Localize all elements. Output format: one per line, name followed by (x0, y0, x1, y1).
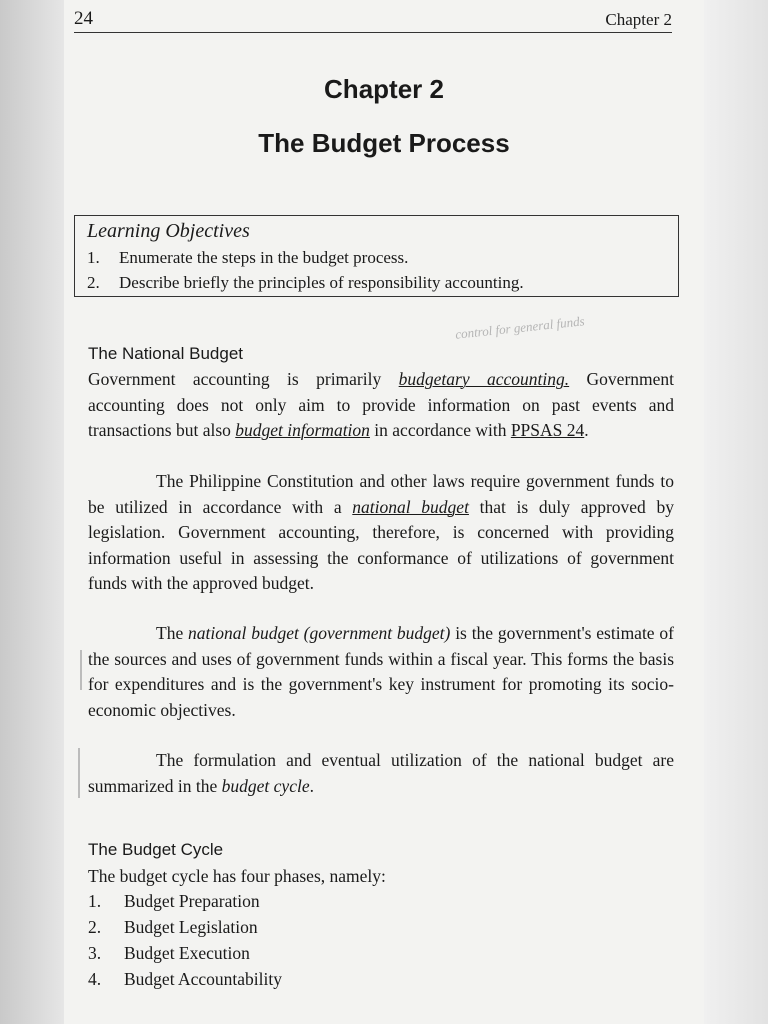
list-number: 4. (88, 969, 102, 989)
running-header (74, 4, 672, 33)
text-run: The formulation and eventual utilization of the national budget are summarized in the (88, 750, 674, 796)
pencil-mark (80, 650, 82, 690)
list-text: Budget Accountability (124, 969, 282, 989)
objective-number: 1. (87, 248, 100, 267)
paragraph (88, 469, 674, 597)
text-run: is the government's estimate of the sources and uses of government funds within a fiscal year. This forms the basis for expenditures and is the government's key instrument for promoting its socio-economic objectives. (88, 623, 674, 720)
text-run: The Philippine Constitution and other laws require government funds to be utilized in accordance with a (88, 471, 674, 517)
running-title: Chapter 2 (605, 10, 672, 29)
list-number: 1. (88, 891, 102, 911)
text-run: in accordance with (369, 420, 511, 440)
list-text: Budget Legislation (124, 917, 258, 937)
learning-objectives-box (74, 215, 679, 297)
page-number: 24 (74, 8, 93, 29)
text-run: Government accounting is primarily (88, 369, 399, 389)
handwritten-annotation: control for general funds (454, 313, 586, 342)
standard-reference: PPSAS 24 (510, 420, 585, 440)
list-number: 3. (88, 943, 102, 963)
emphasis-text: national budget (government budget) (188, 623, 451, 643)
section-heading-budget-cycle: The Budget Cycle (88, 840, 224, 859)
objective-text: Describe briefly the principles of responsibility accounting. (119, 273, 524, 292)
budget-phases-list (88, 888, 282, 992)
emphasis-text: budget cycle (221, 775, 310, 796)
list-item (88, 914, 282, 940)
paragraph (88, 367, 674, 444)
list-number: 2. (88, 917, 102, 937)
section-heading-national-budget: The National Budget (88, 344, 243, 363)
paragraph: The budget cycle has four phases, namely: (88, 866, 386, 886)
text-run: Government accounting does not only aim to provide information on past events and transactions but also (88, 369, 675, 440)
list-item (88, 966, 282, 992)
list-text: Budget Execution (124, 943, 250, 963)
list-text: Budget Preparation (124, 891, 260, 911)
text-run: . (309, 775, 314, 796)
list-item (88, 940, 282, 966)
scan-edge-right (704, 0, 768, 1024)
text-run: that is duly approved by legislation. Government accounting, therefore, is concerned with providing information useful in assessing the conformance of utilizations of government funds with the approved budget. (88, 496, 674, 593)
emphasis-text: budgetary accounting. (398, 369, 570, 389)
paragraph (88, 621, 674, 723)
objective-item (87, 248, 408, 268)
pencil-mark (78, 748, 80, 798)
text-run: The (156, 623, 189, 643)
emphasis-text: national budget (352, 496, 469, 517)
scan-edge-left (0, 0, 64, 1024)
text-run: . (584, 420, 589, 440)
chapter-number: Chapter 2 (324, 74, 444, 104)
chapter-title: The Budget Process (258, 128, 510, 158)
paragraph (88, 748, 674, 799)
emphasis-text: budget information (235, 420, 370, 440)
objective-number: 2. (87, 273, 100, 292)
objective-text: Enumerate the steps in the budget process. (119, 248, 409, 267)
list-item (88, 888, 282, 914)
learning-objectives-title: Learning Objectives (87, 220, 250, 242)
objective-item (87, 273, 524, 293)
